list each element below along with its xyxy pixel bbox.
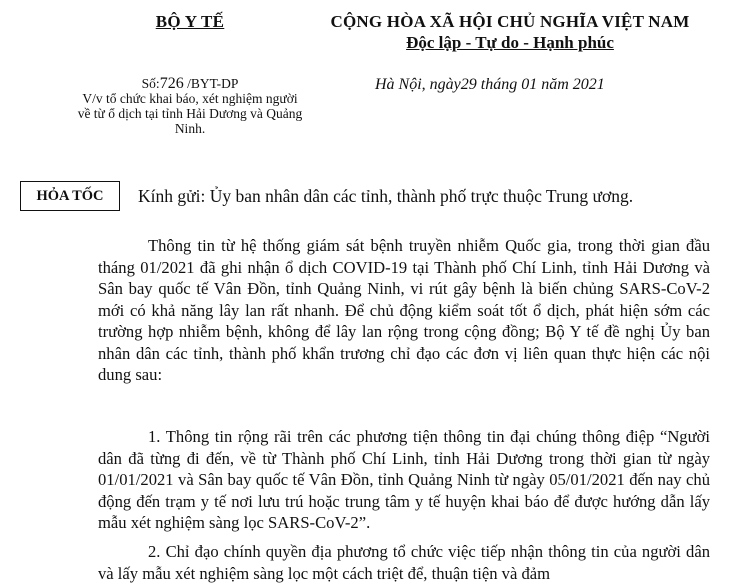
national-motto: Độc lập - Tự do - Hạnh phúc <box>406 33 614 52</box>
document-subject: V/v tổ chức khai báo, xét nghiệm người về từ ổ dịch tại tỉnh Hải Dương và Quảng Ninh. <box>77 91 303 136</box>
item-2-paragraph: 2. Chỉ đạo chính quyền địa phương tổ chức việc tiếp nhận thông tin của người dân và lấy mẫu xét nghiệm sàng lọc một cách triệt để, thuận tiện và đảm <box>98 542 710 583</box>
nation-title: CỘNG HÒA XÃ HỘI CHỦ NGHĨA VIỆT NAM <box>330 12 690 31</box>
addressee-line: Kính gửi: Ủy ban nhân dân các tỉnh, thành phố trực thuộc Trung ương. <box>138 186 634 206</box>
doc-number-label: Số: <box>141 76 160 91</box>
issuer-block <box>90 12 290 32</box>
ministry-name: BỘ Y TẾ <box>155 12 225 31</box>
urgency-stamp: HỎA TỐC <box>20 181 120 211</box>
document-number <box>75 76 305 91</box>
place-date: Hà Nội, ngày29 tháng 01 năm 2021 <box>375 76 605 93</box>
doc-number-value: 726 <box>159 75 184 92</box>
national-header <box>300 12 720 53</box>
item-1-paragraph: 1. Thông tin rộng rãi trên các phương tiện thông tin đại chúng thông điệp “Người dân đã từng đi đến, về từ Thành phố Chí Linh, tỉnh Hải Dương trong thời gian từ ngày 01/01/2021 và Sân bay quốc tế Vân Đồn, tỉnh Quảng Ninh từ ngày 05/01/2021 đến nay chủ động đến trạm y tế nơi lưu trú hoặc trung tâm y tế huyện khai báo để được hướng dẫn lấy mẫu xét nghiệm sàng lọc SARS-CoV-2”. <box>98 427 710 532</box>
intro-paragraph: Thông tin từ hệ thống giám sát bệnh truyền nhiễm Quốc gia, trong thời gian đầu tháng 01/2021 đã ghi nhận ổ dịch COVID-19 tại Thành phố Chí Linh, tỉnh Hải Dương và Sân bay quốc tế Vân Đồn, tỉnh Quảng Ninh, vi rút gây bệnh là biến chủng SARS-CoV-2 mới có khả năng lây lan rất nhanh. Để chủ động kiểm soát tốt ổ dịch, phát hiện sớm các trường hợp nhiễm bệnh, không để lây lan rộng trong cộng đồng; Bộ Y tế đề nghị Ủy ban nhân dân các tỉnh, thành phố khẩn trương chỉ đạo các đơn vị liên quan thực hiện các nội dung sau: <box>98 236 710 384</box>
doc-number-suffix: /BYT-DP <box>187 76 239 91</box>
document-reference <box>75 76 305 136</box>
